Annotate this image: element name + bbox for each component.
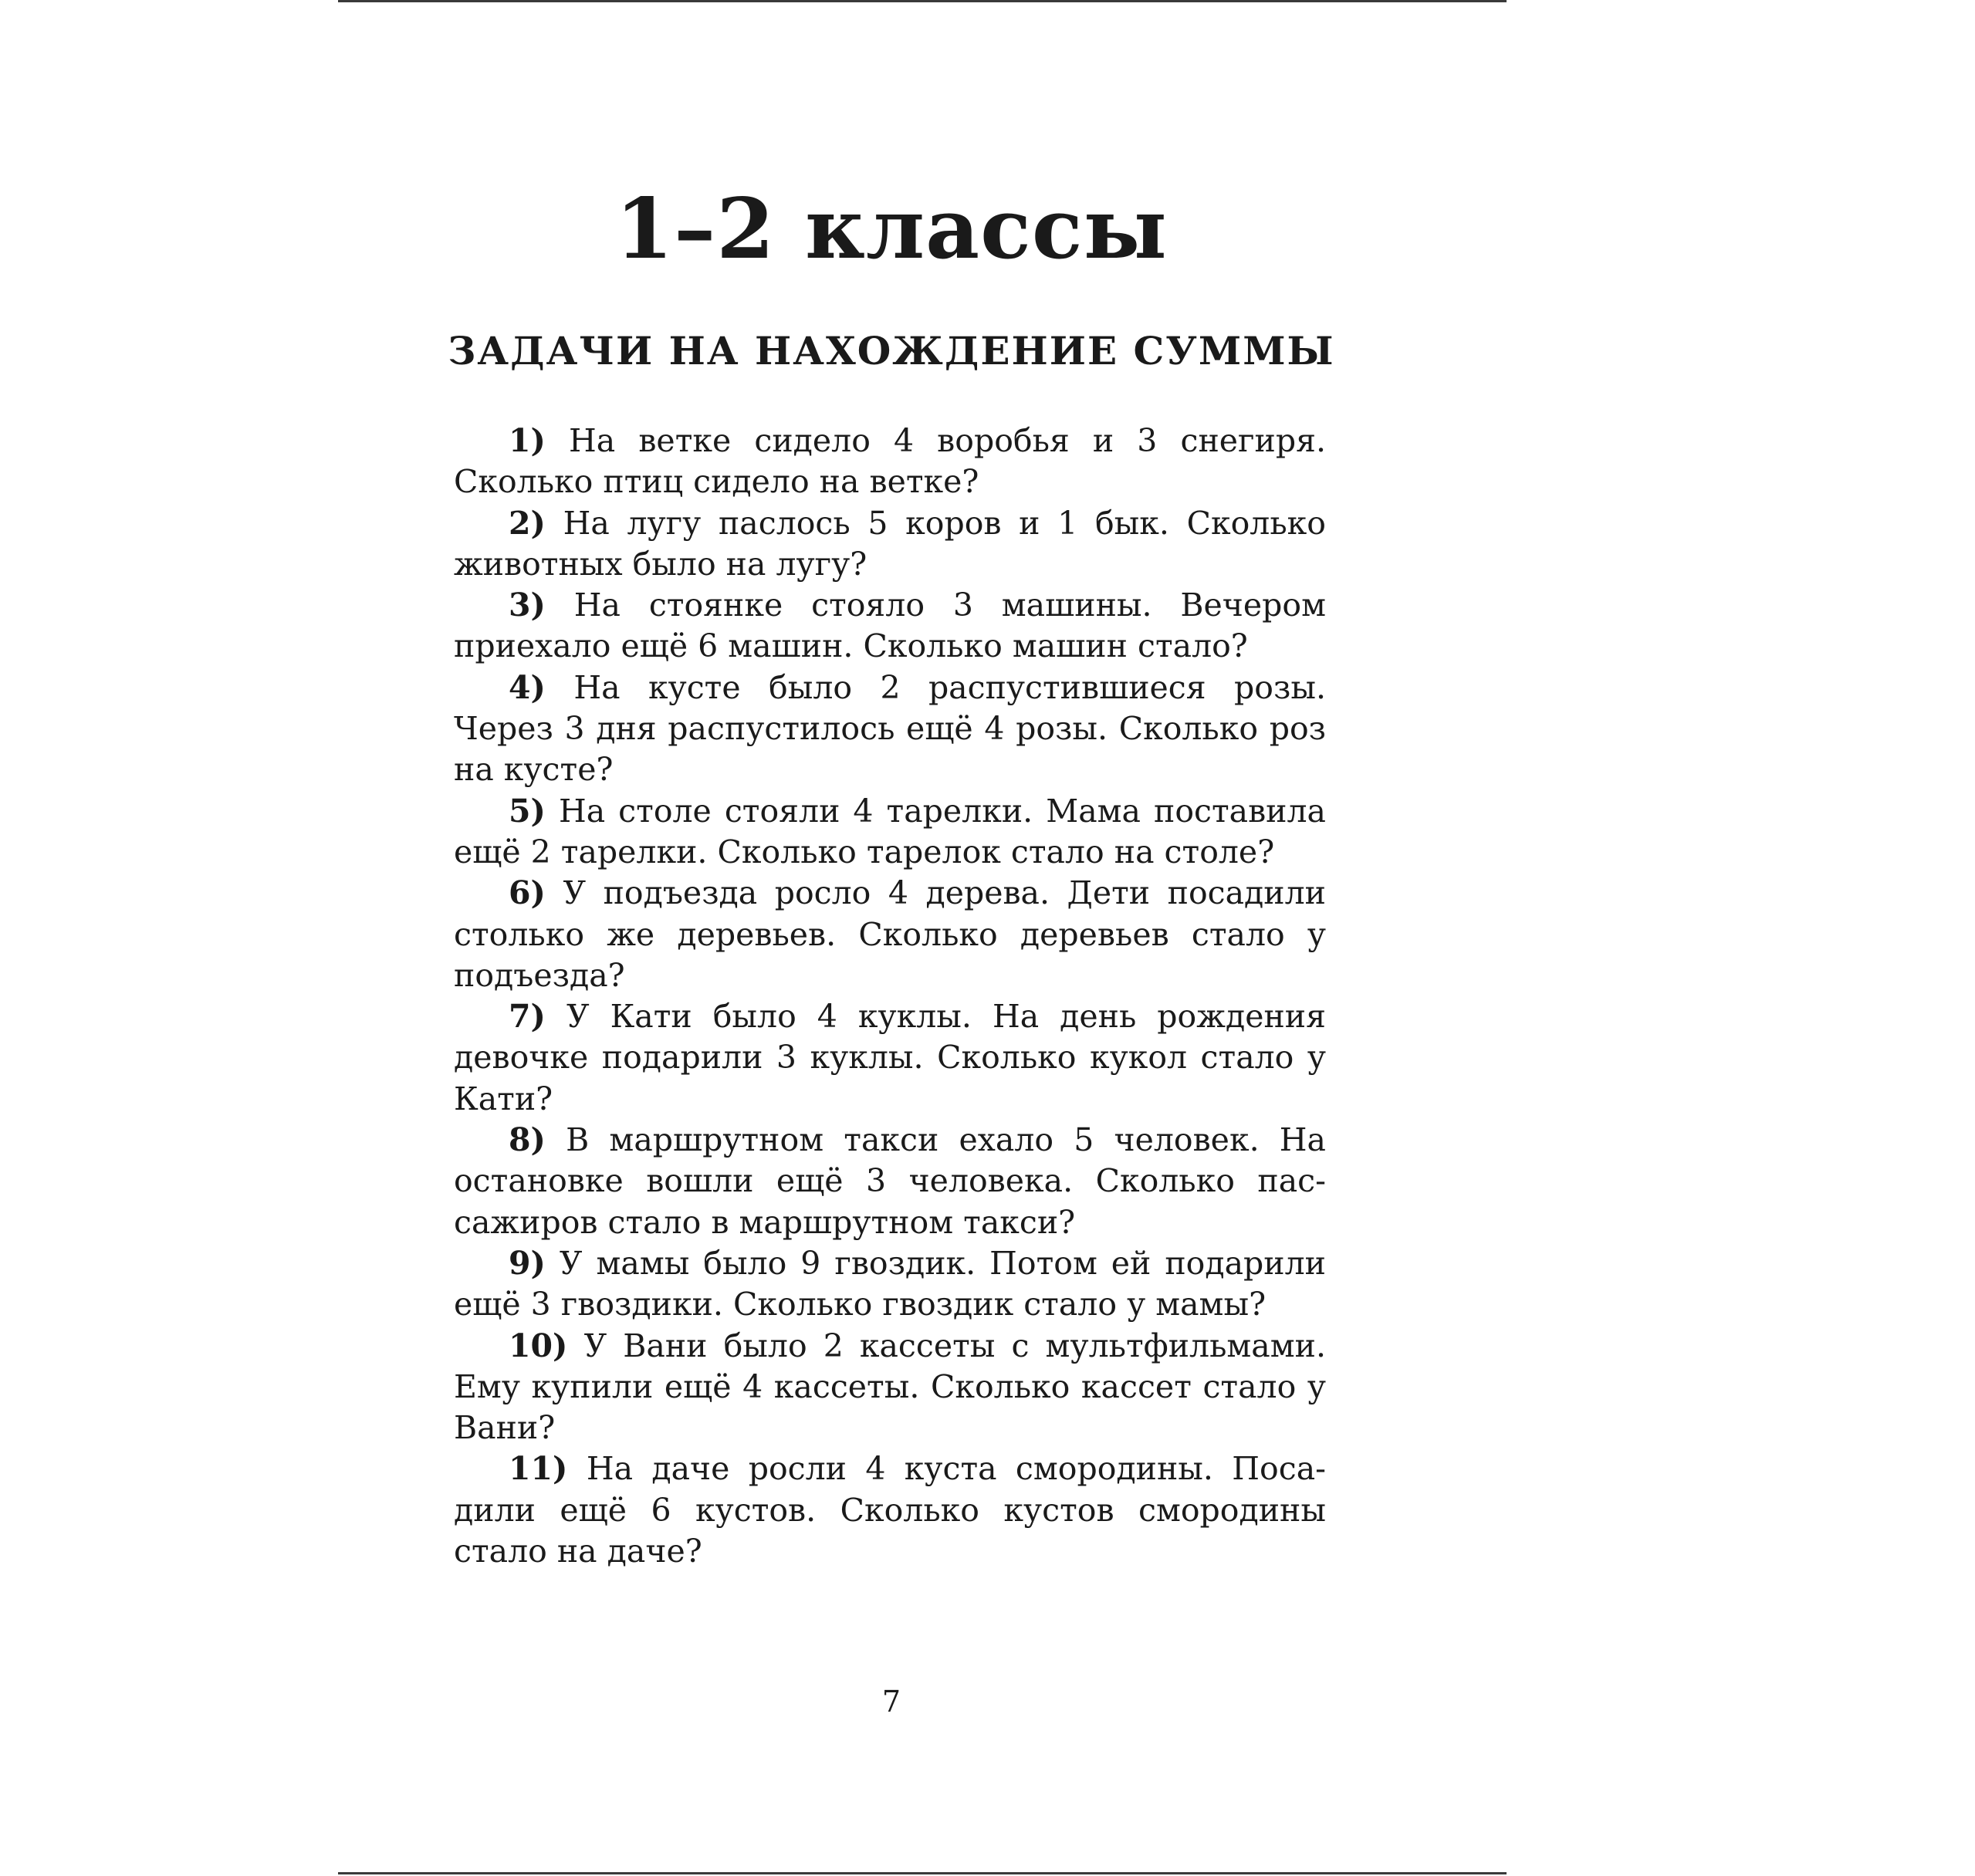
problem-item [454,421,1326,503]
problem-list [454,421,1326,1572]
problem-text: На кусте было 2 распустившиеся розы. Через 3 дня распустилось ещё 4 розы. Сколько роз на кусте? [454,668,1326,789]
problem-item [454,668,1326,791]
problem-text: У Вани было 2 кассеты с мультфильмами. Ему купили ещё 4 кассеты. Сколько кассет стало у Вани? [454,1327,1326,1447]
problem-number: 6) [509,874,546,912]
problem-item [454,585,1326,668]
page-number: 7 [881,1685,901,1719]
problem-item [454,873,1326,996]
top-rule [338,0,1507,2]
problem-item [454,1326,1326,1449]
problem-number: 5) [509,792,546,830]
section-title: ЗАДАЧИ НА НАХОЖДЕНИЕ СУММЫ [448,328,1335,374]
problem-number: 11) [509,1450,568,1488]
problem-number: 1) [509,422,546,459]
problem-item [454,791,1326,874]
problem-number: 8) [509,1121,546,1159]
problem-text: На ветке сидело 4 воробья и 3 снегиря. Сколько птиц сидело на ветке? [454,422,1326,501]
problem-item [454,1243,1326,1326]
problem-text: У подъезда росло 4 дерева. Дети посадили столько же деревьев. Сколько деревьев стало у подъезда? [454,874,1326,994]
problem-number: 9) [509,1244,546,1282]
problem-text: В маршрутном такси ехало 5 человек. На остановке вошли ещё 3 человека. Сколько пассажиров стало в маршрутном такси? [454,1121,1326,1241]
problem-item [454,503,1326,586]
problem-text: На даче росли 4 куста смородины. Посадили ещё 6 кустов. Сколько кустов смородины стало на даче? [454,1450,1326,1570]
problem-text: На лугу паслось 5 коров и 1 бык. Сколько животных было на лугу? [454,504,1326,583]
problem-item [454,996,1326,1120]
problem-number: 2) [509,504,546,542]
problem-text: На столе стояли 4 тарелки. Мама поставила ещё 2 тарелки. Сколько тарелок стало на столе? [454,792,1326,870]
problem-text: На стоянке стояло 3 машины. Вечером приехало ещё 6 машин. Сколько машин стало? [454,586,1326,665]
problem-number: 3) [509,586,546,624]
problem-number: 7) [509,998,546,1036]
problem-item [454,1448,1326,1572]
problem-text: У мамы было 9 гвоздик. Потом ей подарили ещё 3 гвоздики. Сколько гвоздик стало у мамы? [454,1244,1326,1323]
bottom-rule [338,1872,1507,1874]
problem-text: У Кати было 4 куклы. На день рождения девочке подарили 3 куклы. Сколько кукол стало у Кати? [454,998,1326,1117]
chapter-title: 1–2 классы [615,181,1168,278]
problem-number: 10) [509,1327,568,1364]
problem-number: 4) [509,668,546,706]
problem-item [454,1120,1326,1243]
